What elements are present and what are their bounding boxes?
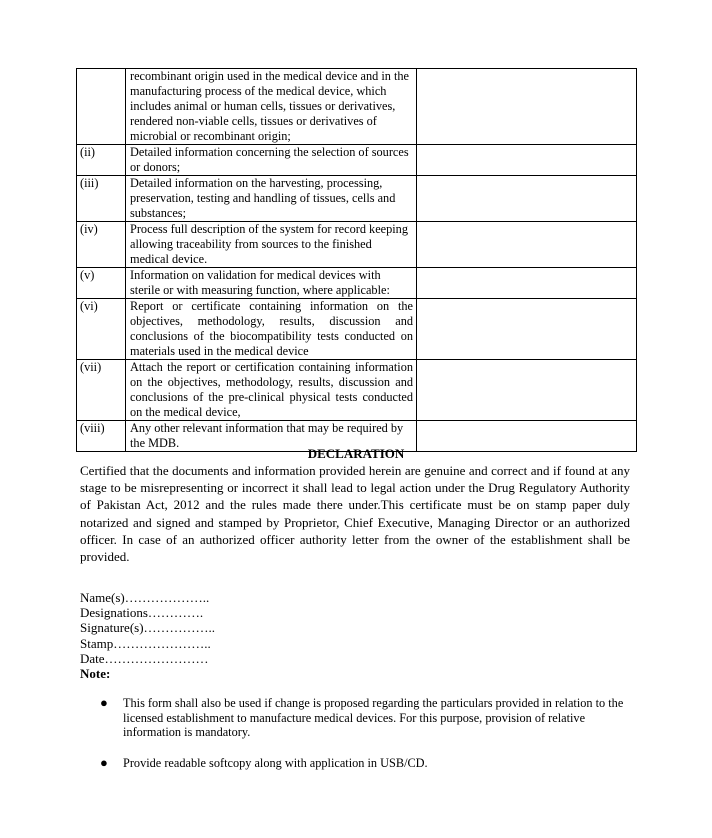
table-row — [77, 176, 637, 222]
row-description: Information on validation for medical devices with sterile or with measuring function, where applicable: — [126, 268, 417, 299]
name-line: Name(s)……………….. — [80, 590, 210, 605]
note-text: This form shall also be used if change is proposed regarding the particulars provided in relation to the licensed establishment to manufacture medical devices. For this purpose, provision of relative information is mandatory. — [123, 696, 624, 740]
row-description: recombinant origin used in the medical device and in the manufacturing process of the medical device, which includes animal or human cells, tissues or derivatives, rendered non-viable cells, tissues or derivatives of microbial or recombinant origin; — [126, 69, 417, 145]
row-description: Detailed information on the harvesting, processing, preservation, testing and handling of tissues, cells and substances; — [126, 176, 417, 222]
table-row — [77, 360, 637, 421]
table-row — [77, 268, 637, 299]
table-row — [77, 222, 637, 268]
bullet-dot-icon: ● — [100, 695, 108, 710]
bullet-dot-icon: ● — [100, 754, 108, 770]
row-response-cell[interactable] — [417, 145, 637, 176]
signature-block — [80, 590, 380, 681]
row-description: Any other relevant information that may be required by the MDB. — [126, 421, 417, 452]
table-row — [77, 69, 637, 145]
table-row — [77, 145, 637, 176]
row-number: (viii) — [77, 421, 126, 452]
row-description: Detailed information concerning the selection of sources or donors; — [126, 145, 417, 176]
row-number: (vii) — [77, 360, 126, 421]
row-number: (v) — [77, 268, 126, 299]
row-number — [77, 69, 126, 145]
list-item — [80, 756, 632, 771]
date-line: Date…………………… — [80, 650, 209, 666]
signature-line: Signature(s)…………….. — [80, 620, 216, 636]
row-response-cell[interactable] — [417, 69, 637, 145]
row-response-cell[interactable] — [417, 176, 637, 222]
declaration-title: DECLARATION — [307, 446, 405, 461]
note-text: Provide readable softcopy along with application in USB/CD. — [123, 755, 428, 770]
row-response-cell[interactable] — [417, 299, 637, 360]
row-description: Attach the report or certification containing information on the objectives, methodology, results, discussion and conclusions of the pre-clinical physical tests conducted on the medical device, — [126, 360, 417, 421]
row-description: Process full description of the system for record keeping allowing traceability from sources to the finished medical device. — [126, 222, 417, 268]
row-number: (iv) — [77, 222, 126, 268]
row-response-cell[interactable] — [417, 360, 637, 421]
designations-line: Designations…………. — [80, 605, 204, 621]
note-label: Note: — [80, 666, 111, 682]
row-number: (iii) — [77, 176, 126, 222]
table-row — [77, 299, 637, 360]
declaration-body: Certified that the documents and information provided herein are genuine and correct and if found at any stage to be misrepresenting or incorrect it shall lead to legal action under the Drug Regulatory Authority of Pakistan Act, 2012 and the rules made there under.This certificate must be on stamp paper duly notarized and signed and stamped by Proprietor, Chief Executive, Managing Director or an authorized officer. In case of an authorized officer authority letter from the owner of the establishment shall be provided. — [80, 463, 630, 565]
row-number: (vi) — [77, 299, 126, 360]
row-response-cell[interactable] — [417, 268, 637, 299]
row-number: (ii) — [77, 145, 126, 176]
list-item — [80, 696, 632, 740]
row-description: Report or certificate containing information on the objectives, methodology, results, discussion and conclusions of the biocompatibility tests conducted on materials used in the medical device — [126, 299, 417, 360]
row-response-cell[interactable] — [417, 222, 637, 268]
stamp-line: Stamp………………….. — [80, 635, 211, 651]
requirements-table — [76, 68, 637, 452]
notes-list — [80, 696, 632, 786]
